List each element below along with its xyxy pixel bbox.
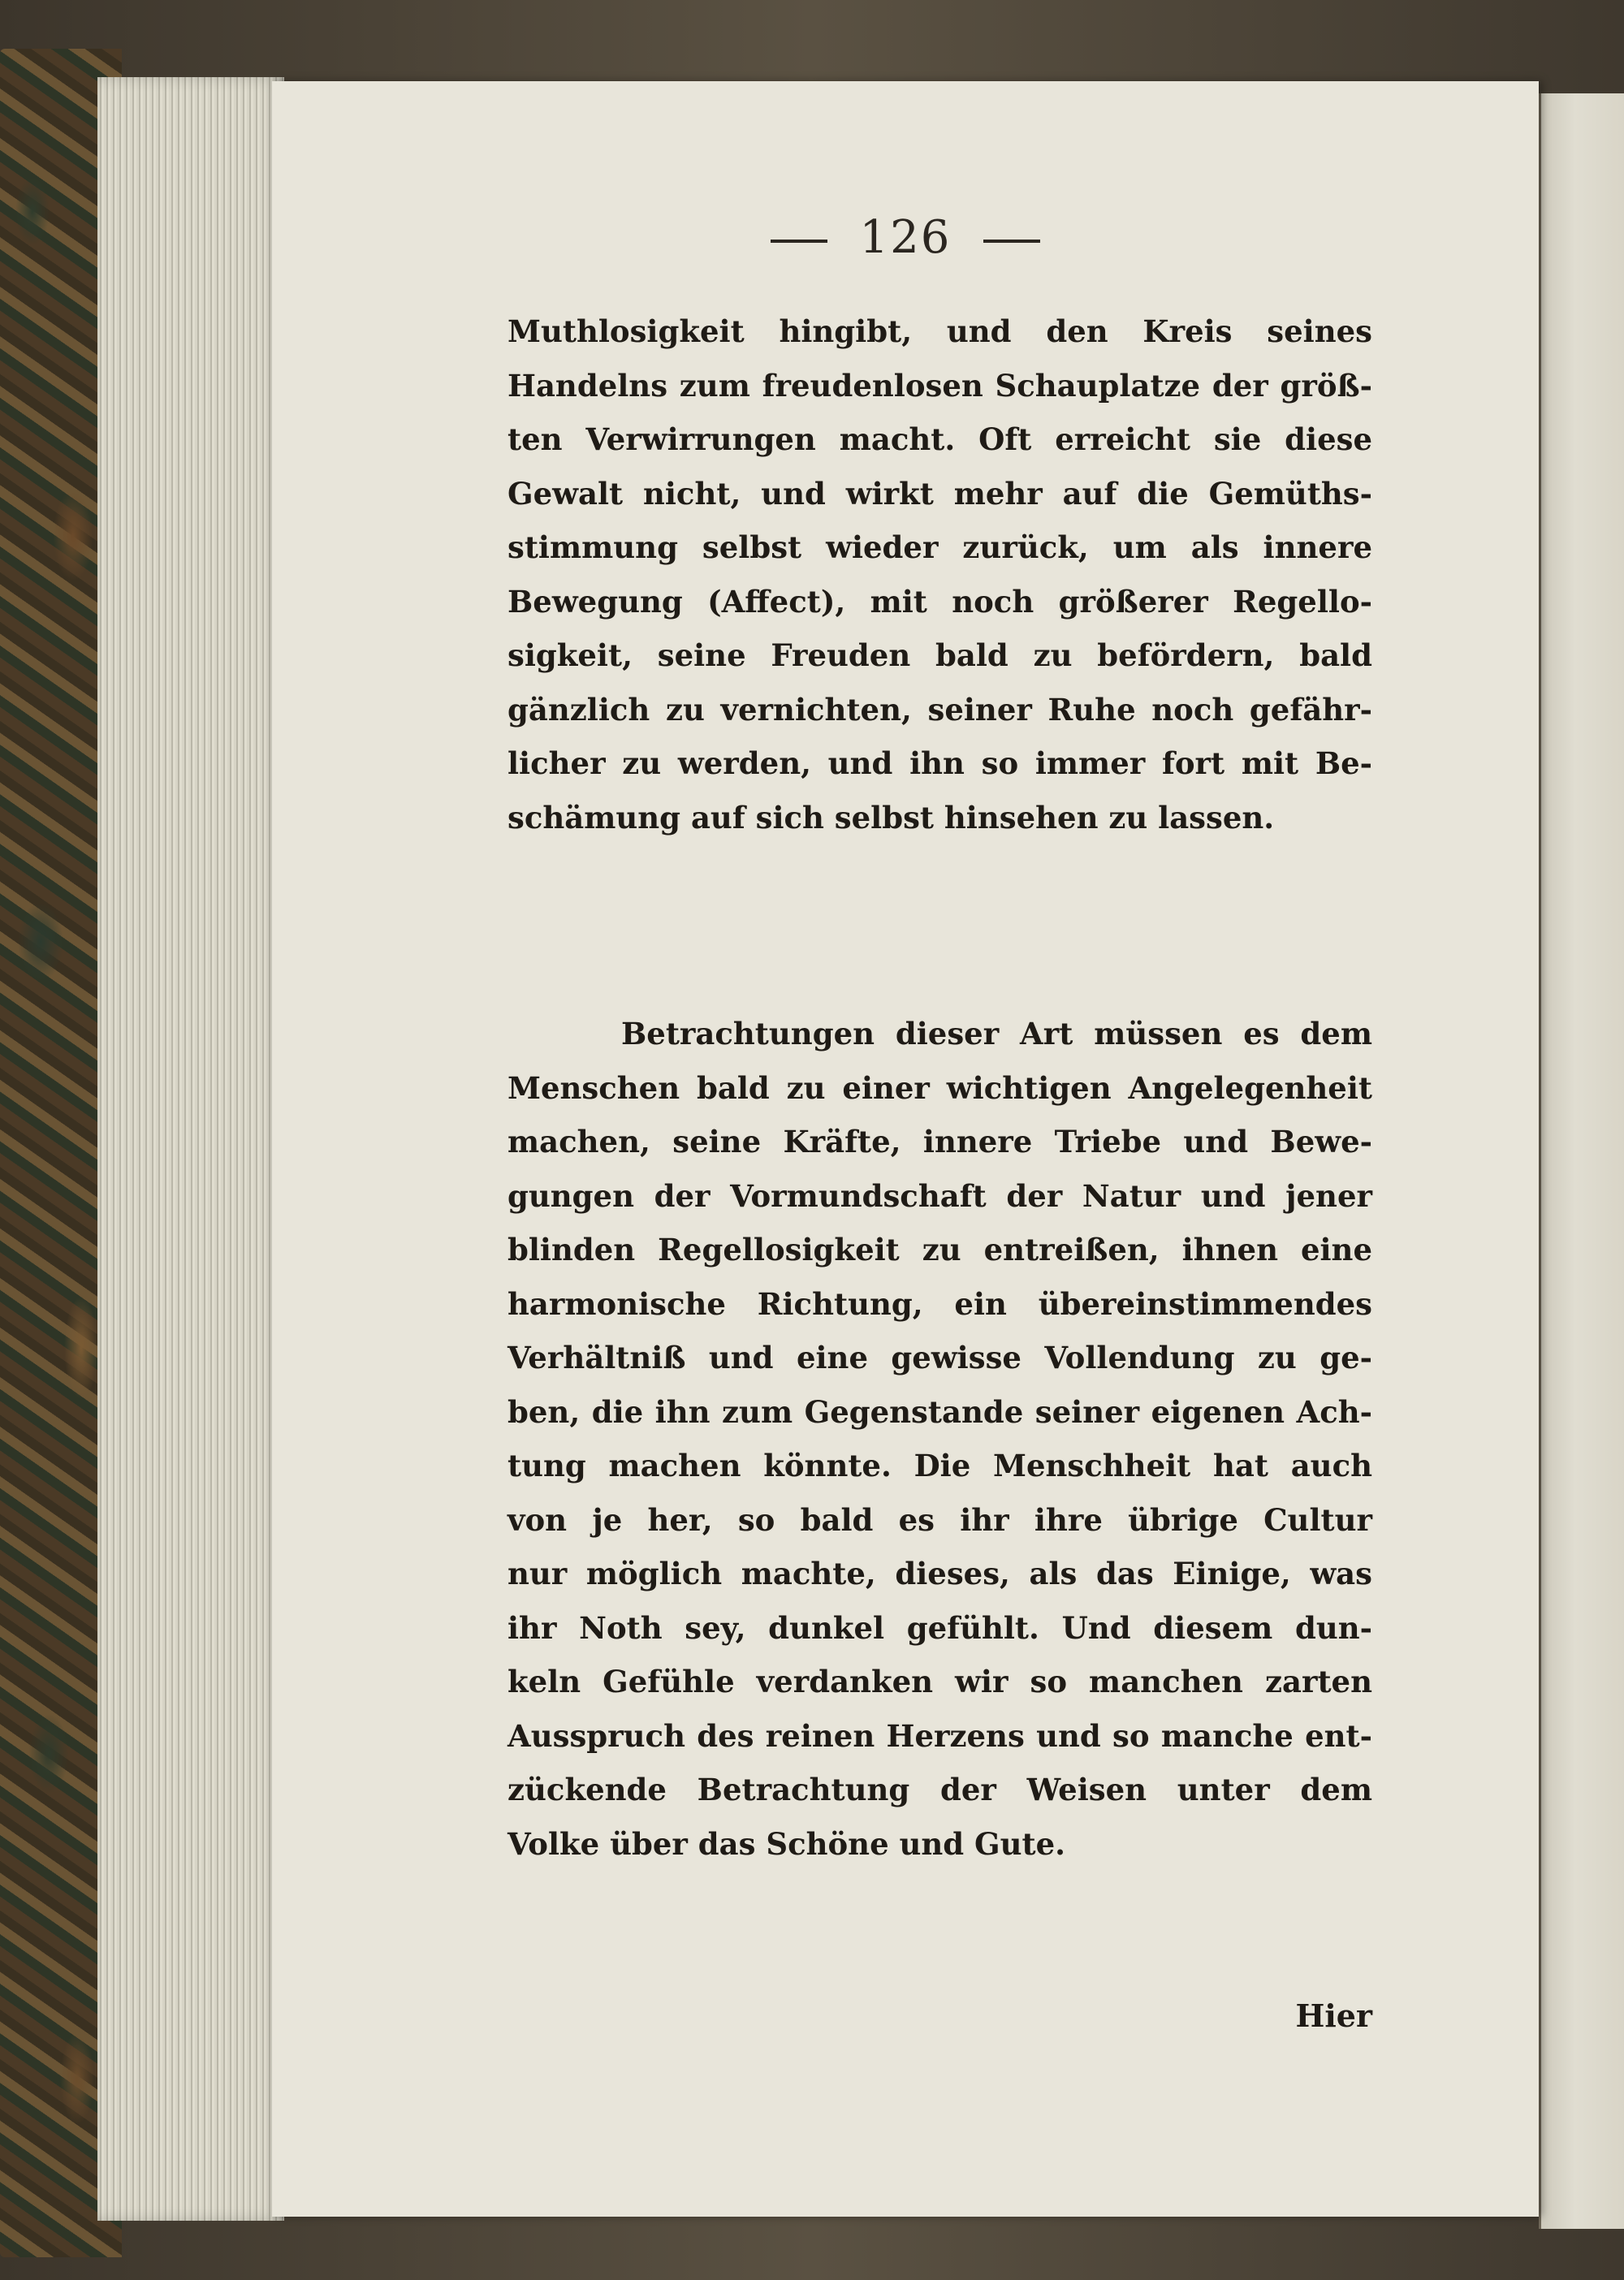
text-line: Muthlosigkeit hingibt, und den Kreis seines (508, 313, 1372, 349)
paragraph-2 (508, 1007, 1372, 1871)
text-line: Bewegung (Affect), mit noch größerer Regello- (508, 583, 1372, 620)
page-header (272, 211, 1539, 264)
text-line: tung machen könnte. Die Menschheit hat auch (508, 1448, 1372, 1483)
text-line: machen, seine Kräfte, innere Triebe und Bewe- (508, 1124, 1372, 1159)
text-line: ten Verwirrungen macht. Oft erreicht sie diese (508, 421, 1372, 457)
catchword: Hier (1295, 1997, 1372, 2034)
book-page (272, 81, 1539, 2217)
text-line: ben, die ihn zum Gegenstande seiner eigenen Ach- (508, 1393, 1372, 1430)
text-line: Handelns zum freudenlosen Schauplatze der größ- (508, 367, 1372, 404)
text-line: licher zu werden, und ihn so immer fort mit Be- (508, 745, 1372, 781)
text-line: schämung auf sich selbst hinsehen zu lassen. (508, 799, 1275, 836)
text-line: stimmung selbst wieder zurück, um als innere (508, 529, 1372, 565)
page-edges (97, 77, 284, 2221)
page-number: 126 (859, 211, 952, 264)
text-line: gänzlich zu vernichten, seiner Ruhe noch gefähr- (508, 691, 1372, 728)
text-line: keln Gefühle verdanken wir so manchen zarten (508, 1664, 1372, 1699)
paragraph-1 (508, 304, 1372, 844)
text-line: Gewalt nicht, und wirkt mehr auf die Gemüths- (508, 475, 1372, 512)
text-line: Verhältniß und eine gewisse Vollendung zu ge- (508, 1340, 1372, 1375)
text-line: Menschen bald zu einer wichtigen Angelegenheit (508, 1069, 1372, 1106)
text-line: Ausspruch des reinen Herzens und so manche ent- (508, 1717, 1372, 1754)
text-line: Volke über das Schöne und Gute. (508, 1825, 1066, 1862)
header-dash-left (771, 240, 827, 243)
text-line: harmonische Richtung, ein übereinstimmendes (508, 1285, 1372, 1322)
text-line: zückende Betrachtung der Weisen unter dem (508, 1772, 1372, 1807)
text-line: nur möglich machte, dieses, als das Einige, was (508, 1556, 1372, 1591)
adjacent-page-edge (1539, 93, 1624, 2229)
text-line: sigkeit, seine Freuden bald zu befördern, bald (508, 637, 1372, 673)
text-line: von je her, so bald es ihr ihre übrige Cultur (508, 1501, 1372, 1538)
text-line: blinden Regellosigkeit zu entreißen, ihnen eine (508, 1232, 1372, 1267)
text-line: gungen der Vormundschaft der Natur und jener (508, 1177, 1372, 1214)
text-line: Betrachtungen dieser Art müssen es dem (621, 1016, 1372, 1051)
text-line: ihr Noth sey, dunkel gefühlt. Und diesem dun- (508, 1609, 1372, 1646)
header-dash-right (983, 240, 1040, 243)
